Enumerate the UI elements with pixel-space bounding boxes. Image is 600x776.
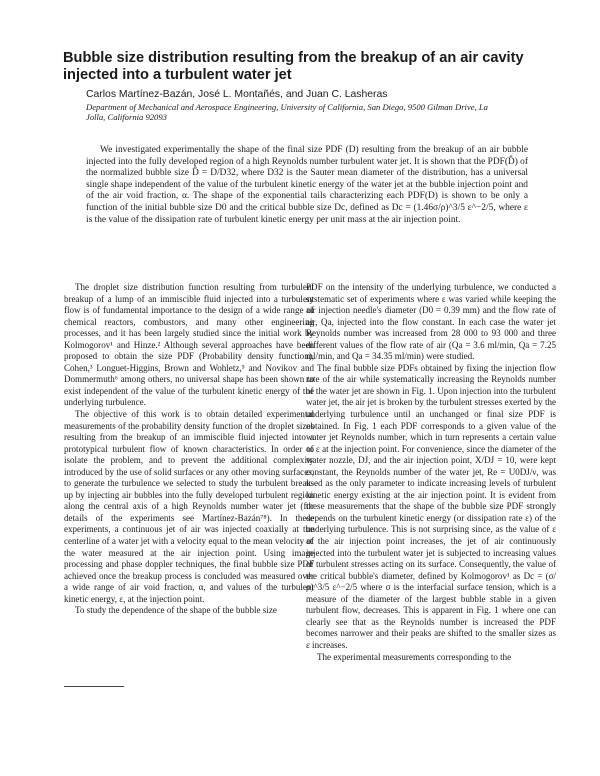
author-list: Carlos Martínez-Bazán, José L. Montañés, and Juan C. Lasheras [86, 89, 388, 100]
paper-title: Bubble size distribution resulting from the breakup of an air cavity injected into a turbulent water jet [63, 50, 524, 83]
body-paragraph: The final bubble size PDFs obtained by fixing the injection flow rate of the air while systematically increasing the Reynolds number of the water jet are shown in Fig. 1. Upon injection into the turbulent water jet, the air jet is broken by the turbulent stresses exerted by the underlying turbulence until an unchanged or final size PDF is obtained. In Fig. 1 each PDF corresponds to a given value of the water jet Reynolds number, which in turn represents a certain value of ε at the injection point. For convenience, since the diameter of the water nozzle, DJ, and the air injection point, X/DJ = 10, were kept constant, the Reynolds number of the water jet, Re = U0DJ/ν, was used as the only parameter to indicate increasing levels of turbulent kinetic energy existing at the air injection point. It is evident from these measurements that the shape of the bubble size PDF strongly depends on the turbulent kinetic energy (or dissipation rate ε) of the underlying turbulence. This is not surprising since, as the value of ε at the air injection point increases, the jet of air continuously injected into the turbulent water jet is subjected to increasing values of turbulent stresses acting on its surface. Consequently, the value of the critical bubble's diameter, defined by Kolmogorov¹ as Dc = (σ/ρ)^3/5 ε^−2/5 where σ is the interfacial surface tension, which is a measure of the diameter of the largest bubble stable in a given turbulent flow, decreases. This is apparent in Fig. 1 where one can clearly see that as the Reynolds number is increased the PDF becomes narrower and their peaks are shifted to the smaller sizes as ε increases. [306, 362, 556, 650]
body-column-left [64, 282, 314, 617]
body-paragraph: The experimental measurements corresponding to the [317, 651, 512, 662]
body-column-right [306, 282, 556, 663]
body-paragraph-continuation: PDF on the intensity of the underlying turbulence, we conducted a systematic set of experiments where ε was varied while keeping the air injection needle's diameter (D0 = 0.39 mm) and the flow rate of air, Qa, injected into the flow constant. In each case the water jet Reynolds number was increased from 28 000 to 93 000 and three different values of the flow rate of air (Qa = 3.6 ml/min, Qa = 7.25 ml/min, and Qa = 34.35 ml/min) were studied. [306, 282, 556, 362]
body-paragraph: The objective of this work is to obtain detailed experimental measurements of the probability density function of the droplet sizes resulting from the breakup of an immiscible fluid injected into a prototypical turbulent flow of known characteristics. In order to isolate the problem, and to prevent the additional complexity introduced by the use of solid surfaces or any other moving surfaces, to generate the turbulence we selected to study the turbulent break-up by injecting air bubbles into the fully developed turbulent region along the central axis of a high Reynolds number water jet (for details of the experiments see Martínez-Bazán⁷⁸). In these experiments, a continuous jet of air was injected coaxially at the centerline of a water jet with a velocity equal to the mean velocity of the water measured at the air injection point. Using image processing and phase doppler techniques, the final bubble size PDF achieved once the breakup process is concluded was measured over a wide range of air void fraction, α, and values of the turbulent kinetic energy, ε, at the injection point. [64, 409, 314, 604]
body-paragraph: The droplet size distribution function resulting from turbulent breakup of a lump of an immiscible fluid injected into a turbulent flow is of fundamental importance to the design of a wide range of chemical reactors, combustors, and many other engineering processes, and it has been largely studied since the initial work by Kolmogorov¹ and Hinze.² Although several approaches have been proposed to obtain the size PDF (Probability density function), Cohen,³ Longuet-Higgins, Brown and Wohletz,⁵ and Novikov and Dommermuth⁶ among others, no universal shape has been shown to exist independent of the value of the turbulent kinetic energy of the underlying turbulence. [64, 282, 314, 408]
body-paragraph: To study the dependence of the shape of the bubble size [75, 605, 277, 616]
author-affiliation: Department of Mechanical and Aerospace Engineering, University of California, San Diego, 9500 Gilman Drive, La Jolla, California 92093 [86, 102, 488, 122]
footnote-divider [64, 686, 124, 687]
abstract: We investigated experimentally the shape of the final size PDF (D) resulting from the breakup of an air bubble injected into the fully developed region of a high Reynolds number turbulent water jet. It is shown that the PDF(D̂) of the normalized bubble size D̂ = D/D32, where D32 is the Sauter mean diameter of the distribution, has a universal single shape independent of the value of the turbulent kinetic energy of the water jet at the bubble injection point and of the air void fraction, α. The shape of the exponential tails characterizing each PDF(D) is shown to be only a function of the initial bubble size D0 and the critical bubble size Dc, defined as Dc = (1.46σ/ρ)^3/5 ε^−2/5, where ε is the value of the dissipation rate of turbulent kinetic energy per unit mass at the air injection point. [86, 145, 528, 225]
